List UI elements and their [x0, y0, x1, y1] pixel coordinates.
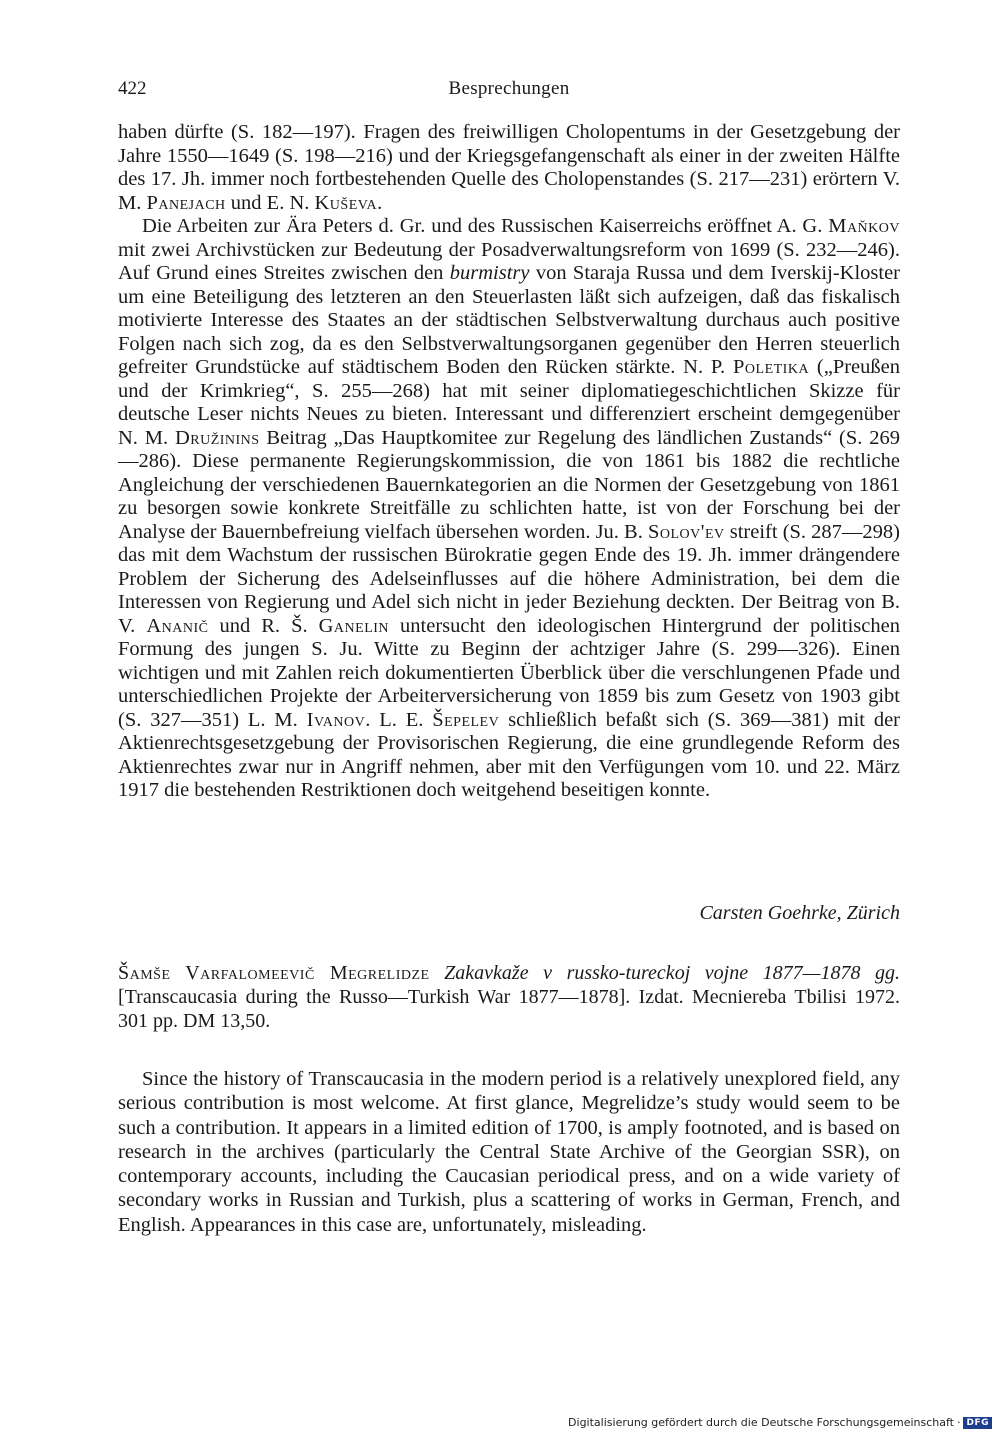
- text-run: („Preußen und der Krimkrieg“, S. 255—268) hat mit seiner diplomatiegeschichtlichen Skizze für deutsche Leser nichts Neues zu bieten. Interessant und differenziert erscheint demgegenüber N. M.: [118, 356, 900, 449]
- digitization-stamp: [568, 1416, 992, 1429]
- separator: ·: [956, 1416, 961, 1429]
- author-name-druzinin: Družinins: [174, 426, 260, 449]
- term-burmistry: burmistry: [449, 262, 530, 284]
- author-name-sepelev: Šepelev: [432, 708, 500, 731]
- dfg-logo: DFG: [963, 1417, 992, 1429]
- author-name-kuseva: Kuševa: [314, 191, 378, 214]
- review-paragraph: Since the history of Transcaucasia in the modern period is a relatively unexplored field, any serious contribution is most welcome. At first glance, Megrelidze’s study would seem to be such a contribution. It appears in a limited edition of 1700, is amply footnoted, and is based on research in the archives (particularly the Central State Archive of the Georgian SSR), on contemporary accounts, including the Caucasian periodical press, and on a wide variety of secondary works in Russian and Turkish, plus a scattering of works in German, French, and English. Appearances in this case are, unfortunately, misleading.: [118, 1068, 900, 1236]
- page-number: 422: [118, 78, 147, 99]
- text-run: Die Arbeiten zur Ära Peters d. Gr. und des Russischen Kaiserreichs eröffnet A. G.: [142, 215, 829, 237]
- book-details: [Transcaucasia during the Russo—Turkish War 1877—1878]. Izdat. Mecniereba Tbilisi 1972. 301 pp. DM 13,50.: [118, 986, 900, 1032]
- author-name-ananic: Ananič: [146, 614, 209, 637]
- author-name-ivanov: Ivanov: [306, 708, 366, 731]
- text-run: und R. Š.: [208, 614, 319, 637]
- running-title: Besprechungen: [448, 78, 570, 99]
- text-run: . L. E.: [365, 708, 433, 731]
- review-heading: [118, 961, 900, 1033]
- text-run: schließlich befaßt sich (S. 369—381) mit der Aktienrechtsgesetzgebung der Provisorischen Regierung, die eine grundlegende Reform des Aktienrechtes zwar nur in Angriff nehmen, aber mit den Verfügungen vom 10. und 22. März 1917 die bestehenden Restriktionen doch weitgehend beseitigen konnte.: [118, 708, 900, 801]
- text-run: untersucht den ideologischen Hintergrund der politischen Formung des jungen S. Ju. Witte zu Beginn der achtziger Jahre (S. 299—326). Einen wichtigen und mit Zahlen reich dokumentierten Überblick über die verschlungenen Pfade und unterschiedlichen Projekte der Arbeiterversicherung von 1859 bis zum Gesetz von 1903 gibt (S. 327—351) L. M.: [118, 614, 900, 731]
- author-name-panejach: Panejach: [146, 191, 226, 214]
- author-name-ganelin: Ganelin: [318, 614, 390, 637]
- text-run: mit zwei Archivstücken zur Bedeutung der Posadverwaltungsreform von 1699 (S. 232—246). Auf Grund eines Streites zwischen den: [118, 238, 900, 284]
- paragraph-1: [118, 121, 900, 215]
- author-name-mankov: Maňkov: [828, 215, 900, 237]
- stamp-text: Digitalisierung gefördert durch die Deutsche Forschungsgemeinschaft: [568, 1416, 954, 1429]
- page-header: [118, 78, 900, 104]
- text-run: Beitrag „Das Hauptkomitee zur Regelung des ländlichen Zustands“ (S. 269—286). Diese permanente Regierungskommission, die von 1861 bis 1882 die rechtliche Angleichung der verschiedenen Bauernkategorien an die Normen der Gesetzgebung von 1861 zu besorgen sowie konkrete Streitfälle zu schlichten hatte, ist von der Forschung bei der Analyse der Bauernbefreiung vielfach übersehen worden. Ju. B.: [118, 426, 900, 543]
- text-run: .: [377, 191, 383, 214]
- reviewer-signature: Carsten Goehrke, Zürich: [699, 902, 900, 924]
- author-name-poletika: Poletika: [733, 356, 810, 378]
- text-run: von Staraja Russa und dem Iverskij-Kloster um eine Beteiligung des letzteren an den Steuerlasten läßt sich aufzeigen, daß das fiskalisch motivierte Interesse des Staates an der städtischen Selbstverwaltung durchaus auch positive Folgen nach sich zog, da es den Selbstverwaltungsorganen gegenüber den Herren steuerlich gefreiter Grundstücke auf städtischem Boden den Rücken stärkte. N. P.: [118, 262, 900, 378]
- text-run: und E. N.: [225, 191, 315, 214]
- book-title: Zakavkaže v russko-tureckoj vojne 1877—1878 gg.: [444, 962, 901, 984]
- paragraph-2: [118, 215, 900, 803]
- author-name-solovev: Solov'ev: [647, 520, 725, 543]
- review-continuation-text: [118, 121, 900, 803]
- review-body-text: [118, 1067, 900, 1237]
- text-run: haben dürfte (S. 182—197). Fragen des freiwilligen Cholopentums in der Gesetzgebung der Jahre 1550—1649 (S. 198—216) und der Kriegsgefangenschaft als einer in der zweiten Hälfte des 17. Jh. immer noch fortbestehenden Quelle des Cholopenstandes (S. 217—231) erörtern V. M.: [118, 121, 900, 214]
- text-run: streift (S. 287—298) das mit dem Wachstum der russischen Bürokratie gegen Ende des 19. Jh. immer drängendere Problem der Sicherung des Adelseinflusses auf die höhere Administration, bei dem die Interessen von Regierung und Adel sich nicht in jeder Beziehung deckten. Der Beitrag von B. V.: [118, 520, 901, 637]
- book-author: Šamše Varfalomeevič Megrelidze: [118, 962, 430, 984]
